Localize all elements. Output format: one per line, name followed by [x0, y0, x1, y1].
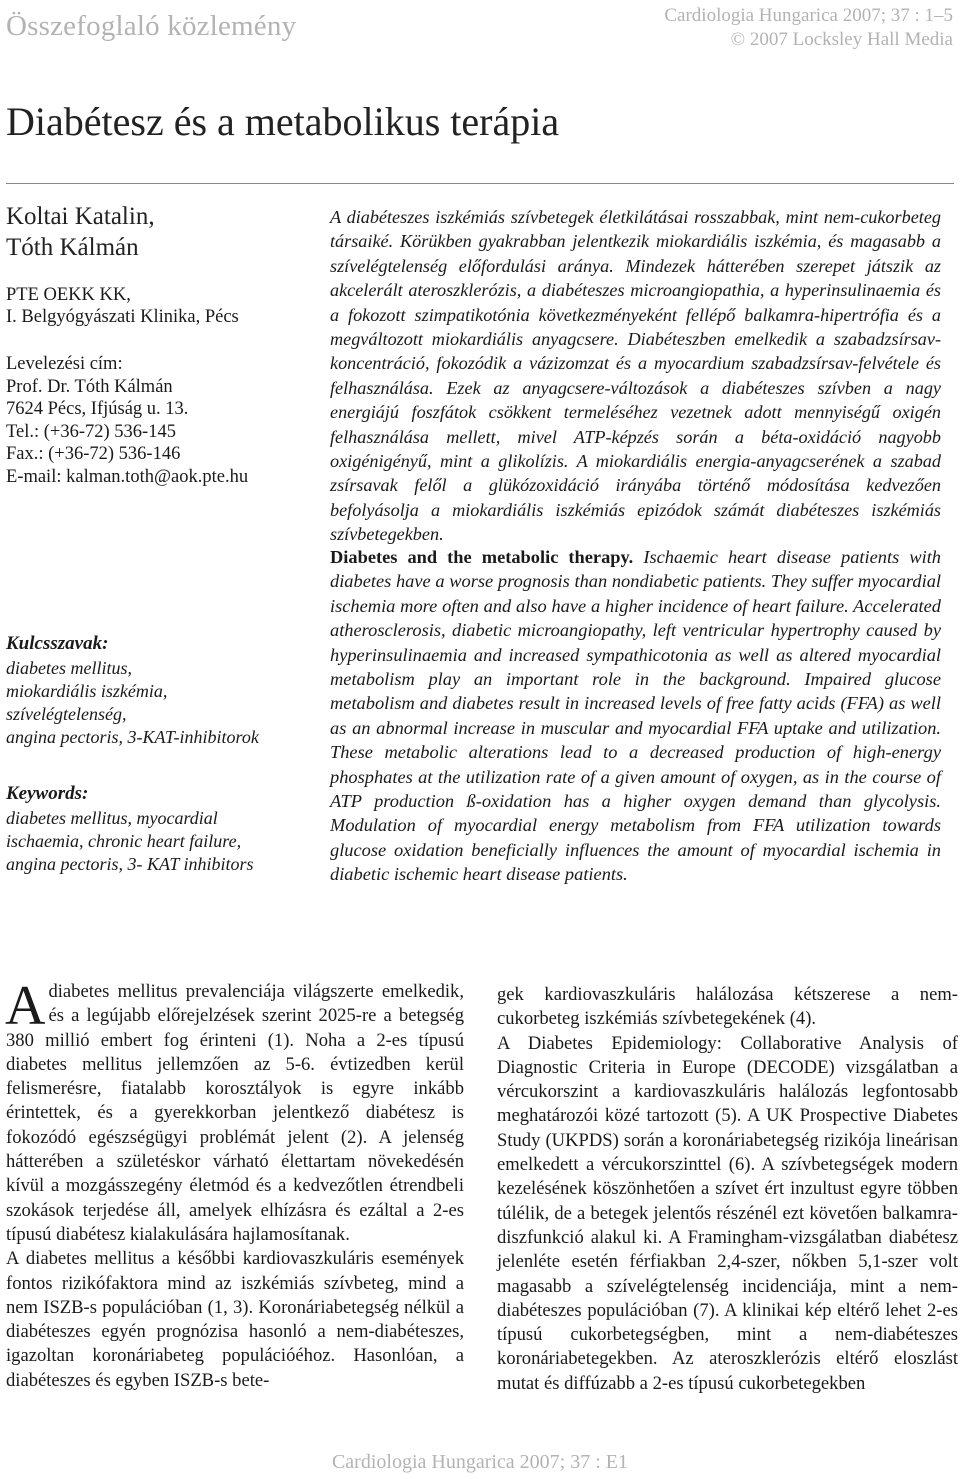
body-paragraph: gek kardiovaszkuláris halálozása kétszerese a nem-cukorbeteg iszkémiás szívbetegekének (4). [497, 984, 958, 1030]
body-paragraph: A Diabetes Epidemiology: Collaborative Analysis of Diagnostic Criteria in Europe (DECODE) vizsgálatban a vércukorszint a kardiovaszkuláris halálozás legfontosabb meghatározói közé tartozott (5). A UK Prospective Diabetes Study (UKPDS) során a koronáriabetegség rizikója lineárisan emelkedett a vércukorszinttel (6). A szívbetegségek modern kezelésének köszönhetően a szívet ért inzultust egyre többen túlélik, de a betegek jelentős részénél ezt követően balkamra-diszfunkció alakul ki. A Framingham-vizsgálatban diabétesz jelenléte esetén férfiakban 2,4-szer, nőkben 5,1-szer volt magasabb a szívelégtelenség incidenciája, mint a nem-diabéteszes populációban (7). A klinikai kép eltérő lehet 2-es típusú cukorbetegségben, mint a nem-diabéteszes koronáriabetegekben. Az ateroszklerózis eltérő eloszlást mutat és diffúzabb a 2-es típusú cukorbetegekben [497, 1032, 958, 1394]
abstract-en-title: Diabetes and the metabolic therapy. [330, 547, 634, 567]
body-column-right [497, 983, 958, 1396]
contact-block [6, 353, 248, 488]
keywords-hu-title: Kulcsszavak: [6, 633, 109, 654]
body-paragraph [5, 975, 464, 1247]
abstract-en-text: Ischaemic heart disease patients with diabetes have a worse prognosis than nondiabetic patients. They suffer myocardial ischemia more often and also have a higher incidence of heart failure. Accelerated atherosclerosis, diabetic microangiopathy, left ventricular hypertrophy caused by hyperinsulinaemia and increased sympathicotonia as well as altered myocardial metabolism play an important role in the background. Impaired glucose metabolism and diabetes result in increased levels of free fatty acids (FFA) as well as an abnormal increase in muscular and myocardial FFA uptake and utilization. These metabolic alterations lead to a decreased production of high-energy phosphates at the utilization rate of a given amount of oxygen, as in the course of ATP production ß-oxidation has a higher oxygen demand than glycolysis. Modulation of myocardial energy metabolism from FFA utilization towards glucose oxidation beneficially influences the amount of myocardial ischemia in diabetic ischemic heart disease patients. [330, 547, 941, 885]
keywords-en-title: Keywords: [6, 783, 89, 804]
contact-fax: Fax.: (+36-72) 536-146 [6, 444, 181, 464]
abstract-en [330, 545, 941, 887]
article-title: Diabétesz és a metabolikus terápia [6, 99, 560, 144]
keyword-line: szívelégtelenség, [6, 704, 127, 724]
body-column-left [5, 975, 464, 1393]
affiliation [6, 284, 239, 328]
keywords-en [6, 782, 306, 876]
keyword-line: diabetes mellitus, [6, 658, 132, 678]
contact-phone: Tel.: (+36-72) 536-145 [6, 421, 176, 442]
keyword-line: diabetes mellitus, myocardial [6, 808, 218, 828]
authors [6, 201, 155, 263]
journal-citation: Cardiologia Hungarica 2007; 37 : 1–5 [664, 5, 953, 26]
page-footer: Cardiologia Hungarica 2007; 37 : E1 [331, 1451, 629, 1473]
copyright-line: © 2007 Locksley Hall Media [730, 29, 953, 50]
author-line: Tóth Kálmán [6, 234, 139, 261]
keyword-line: angina pectoris, 3-KAT-inhibitorok [6, 727, 259, 747]
keyword-line: miokardiális iszkémia, [6, 681, 168, 701]
section-label: Összefoglaló közlemény [6, 10, 297, 42]
title-rule [6, 183, 954, 184]
affiliation-line: I. Belgyógyászati Klinika, Pécs [6, 307, 239, 327]
body-paragraph-text: diabetes mellitus prevalenciája világszerte emelkedik, és a legújabb előrejelzések szerint 2025-re a betegség 380 millió embert fog érinteni (1). Noha a 2-es típusú diabetes mellitus jellemzően az 5-6. évtizedben kerül felismerésre, fiatalabb korosztályok is egyre inkább érintettek, és a gyerekkorban jelentkező diabétesz is fokozódó egészségügyi problémát jelent (2). A jelenség hátterében a születéskor várható élettartam növekedésén kívül a mozgásszegény életmód és a kedvezőtlen étrendbeli szokások terjedése áll, amelyek elhízásra és ezáltal a 2-es típusú diabétesz kialakulására hajlamosítanak. [6, 981, 464, 1245]
body-paragraph: A diabetes mellitus a későbbi kardiovaszkuláris események fontos rizikófaktora mind az iszkémiás szívbeteg, mind a nem ISZB-s populációban (1, 3). Koronáriabetegség nélkül a diabéteszes egyén prognózisa hasonló a nem-diabéteszes, igazoltan koronáriabeteg populációéhoz. Hasonlóan, a diabéteszes és egyben ISZB-s bete- [6, 1248, 464, 1391]
journal-info [664, 4, 953, 52]
keywords-hu [6, 632, 306, 749]
drop-cap: A [5, 975, 46, 1037]
affiliation-line: PTE OEKK KK, [6, 285, 131, 305]
contact-name: Prof. Dr. Tóth Kálmán [6, 376, 173, 397]
contact-email: E-mail: kalman.toth@aok.pte.hu [6, 466, 249, 487]
contact-address: 7624 Pécs, Ifjúság u. 13. [6, 399, 189, 419]
abstract-hu: A diabéteszes iszkémiás szívbetegek életkilátásai rosszabbak, mint nem-cukorbeteg társaiké. Körükben gyakrabban jelentkezik miokardiális iszkémia, és magasabb a szívelégtelenség előfordulási aránya. Mindezek hátterében szerepet játszik az akcelerált ateroszklerózis, a diabéteszes microangiopathia, a hyperinsulinaemia és a fokozott szimpatikotónia következményeként fellépő balkamra-hipertrófia és a megváltozott miokardiális anyagcsere. Diabéteszben emelkedik a szabadzsírsav-koncentráció, fokozódik a vázizomzat és a myocardium szabadzsírsav-felvétele és felhasználása. Ezek az anyagcsere-változások a diabéteszes szívben a nagy energiájú foszfátok csökkent termeléséhez vezetnek adott mennyiségű oxigén felhasználása mellett, mivel ATP-képzés során a béta-oxidáció nagyobb oxigénigényű, mint a glikolízis. A miokardiális energia-anyagcserének a szabad zsírsavak felől a glükózoxidáció irányába történő módosítása kedvezően befolyásolja a miokardiális iszkémiás epizódok számát diabéteszes iszkémiás szívbetegekben. [330, 207, 941, 545]
contact-heading: Levelezési cím: [6, 354, 123, 374]
keyword-line: ischaemia, chronic heart failure, [6, 831, 242, 851]
author-line: Koltai Katalin, [6, 203, 155, 230]
keyword-line: angina pectoris, 3- KAT inhibitors [6, 854, 254, 874]
